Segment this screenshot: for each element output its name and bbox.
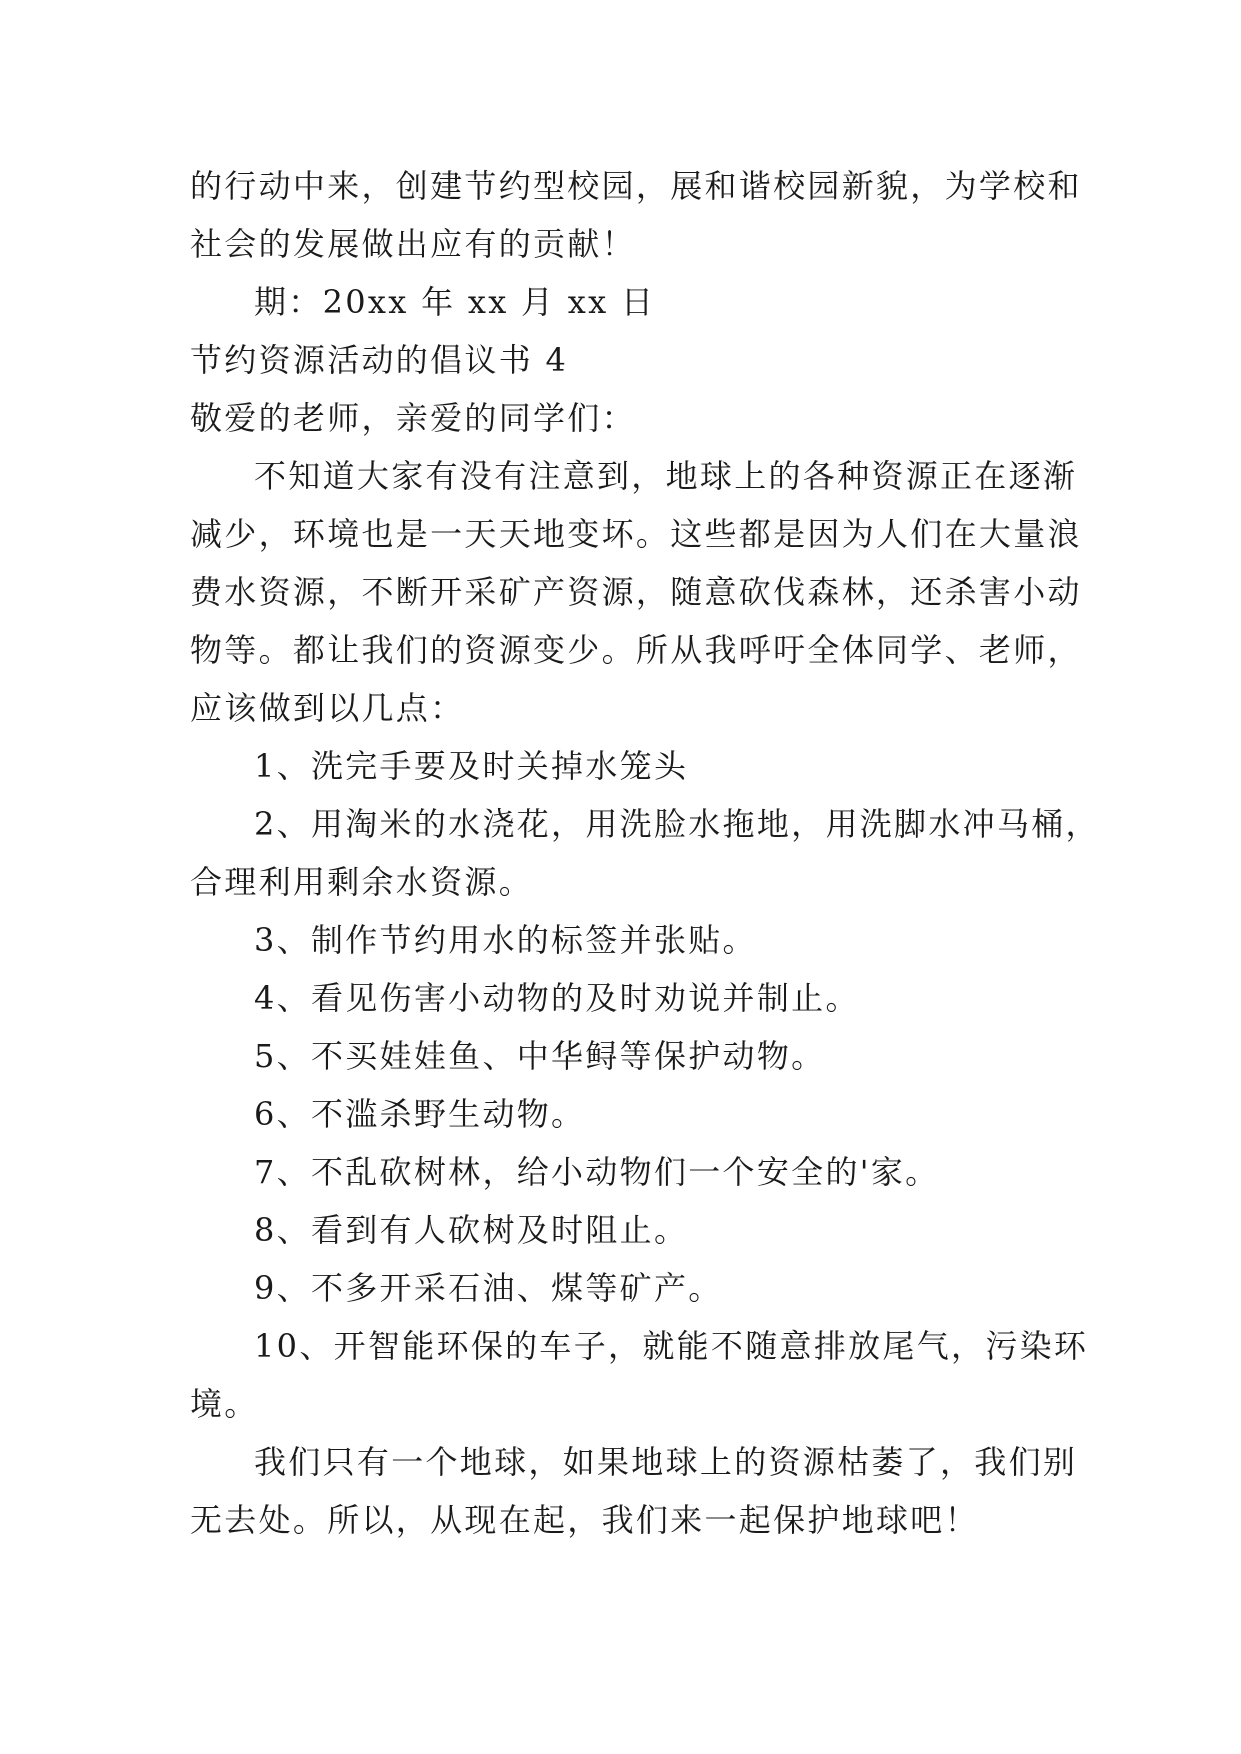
list-item: 1、洗完手要及时关掉水笼头 [254, 747, 689, 785]
text-line: 应该做到以几点： [190, 689, 465, 727]
text-line: 不知道大家有没有注意到，地球上的各种资源正在逐渐 [254, 457, 1078, 495]
list-item: 10、开智能环保的车子，就能不随意排放尾气，污染环 [254, 1327, 1089, 1365]
list-item: 4、看见伤害小动物的及时劝说并制止。 [254, 979, 860, 1017]
date-line: 期：20xx 年 xx 月 xx 日 [254, 283, 656, 321]
list-item: 2、用淘米的水浇花，用洗脸水拖地，用洗脚水冲马桶， [254, 805, 1100, 843]
list-item: 7、不乱砍树林，给小动物们一个安全的'家。 [254, 1153, 940, 1191]
section-title: 节约资源活动的倡议书 4 [190, 341, 569, 379]
list-item: 9、不多开采石油、煤等矿产。 [254, 1269, 723, 1307]
text-line: 费水资源，不断开采矿产资源，随意砍伐森林，还杀害小动 [190, 573, 1082, 611]
text-line: 我们只有一个地球，如果地球上的资源枯萎了，我们别 [254, 1443, 1078, 1481]
text-line: 无去处。所以，从现在起，我们来一起保护地球吧！ [190, 1501, 979, 1539]
text-line: 社会的发展做出应有的贡献！ [190, 225, 636, 263]
list-item-continued: 境。 [190, 1385, 259, 1423]
list-item: 6、不滥杀野生动物。 [254, 1095, 586, 1133]
document-body [190, 157, 1100, 1549]
list-item: 3、制作节约用水的标签并张贴。 [254, 921, 757, 959]
text-line: 减少，环境也是一天天地变坏。这些都是因为人们在大量浪 [190, 515, 1082, 553]
text-line: 的行动中来，创建节约型校园，展和谐校园新貌，为学校和 [190, 167, 1082, 205]
list-item-continued: 合理利用剩余水资源。 [190, 863, 534, 901]
text-line: 物等。都让我们的资源变少。所从我呼吁全体同学、老师， [190, 631, 1082, 669]
salutation: 敬爱的老师，亲爱的同学们： [190, 399, 636, 437]
list-item: 5、不买娃娃鱼、中华鲟等保护动物。 [254, 1037, 826, 1075]
list-item: 8、看到有人砍树及时阻止。 [254, 1211, 689, 1249]
